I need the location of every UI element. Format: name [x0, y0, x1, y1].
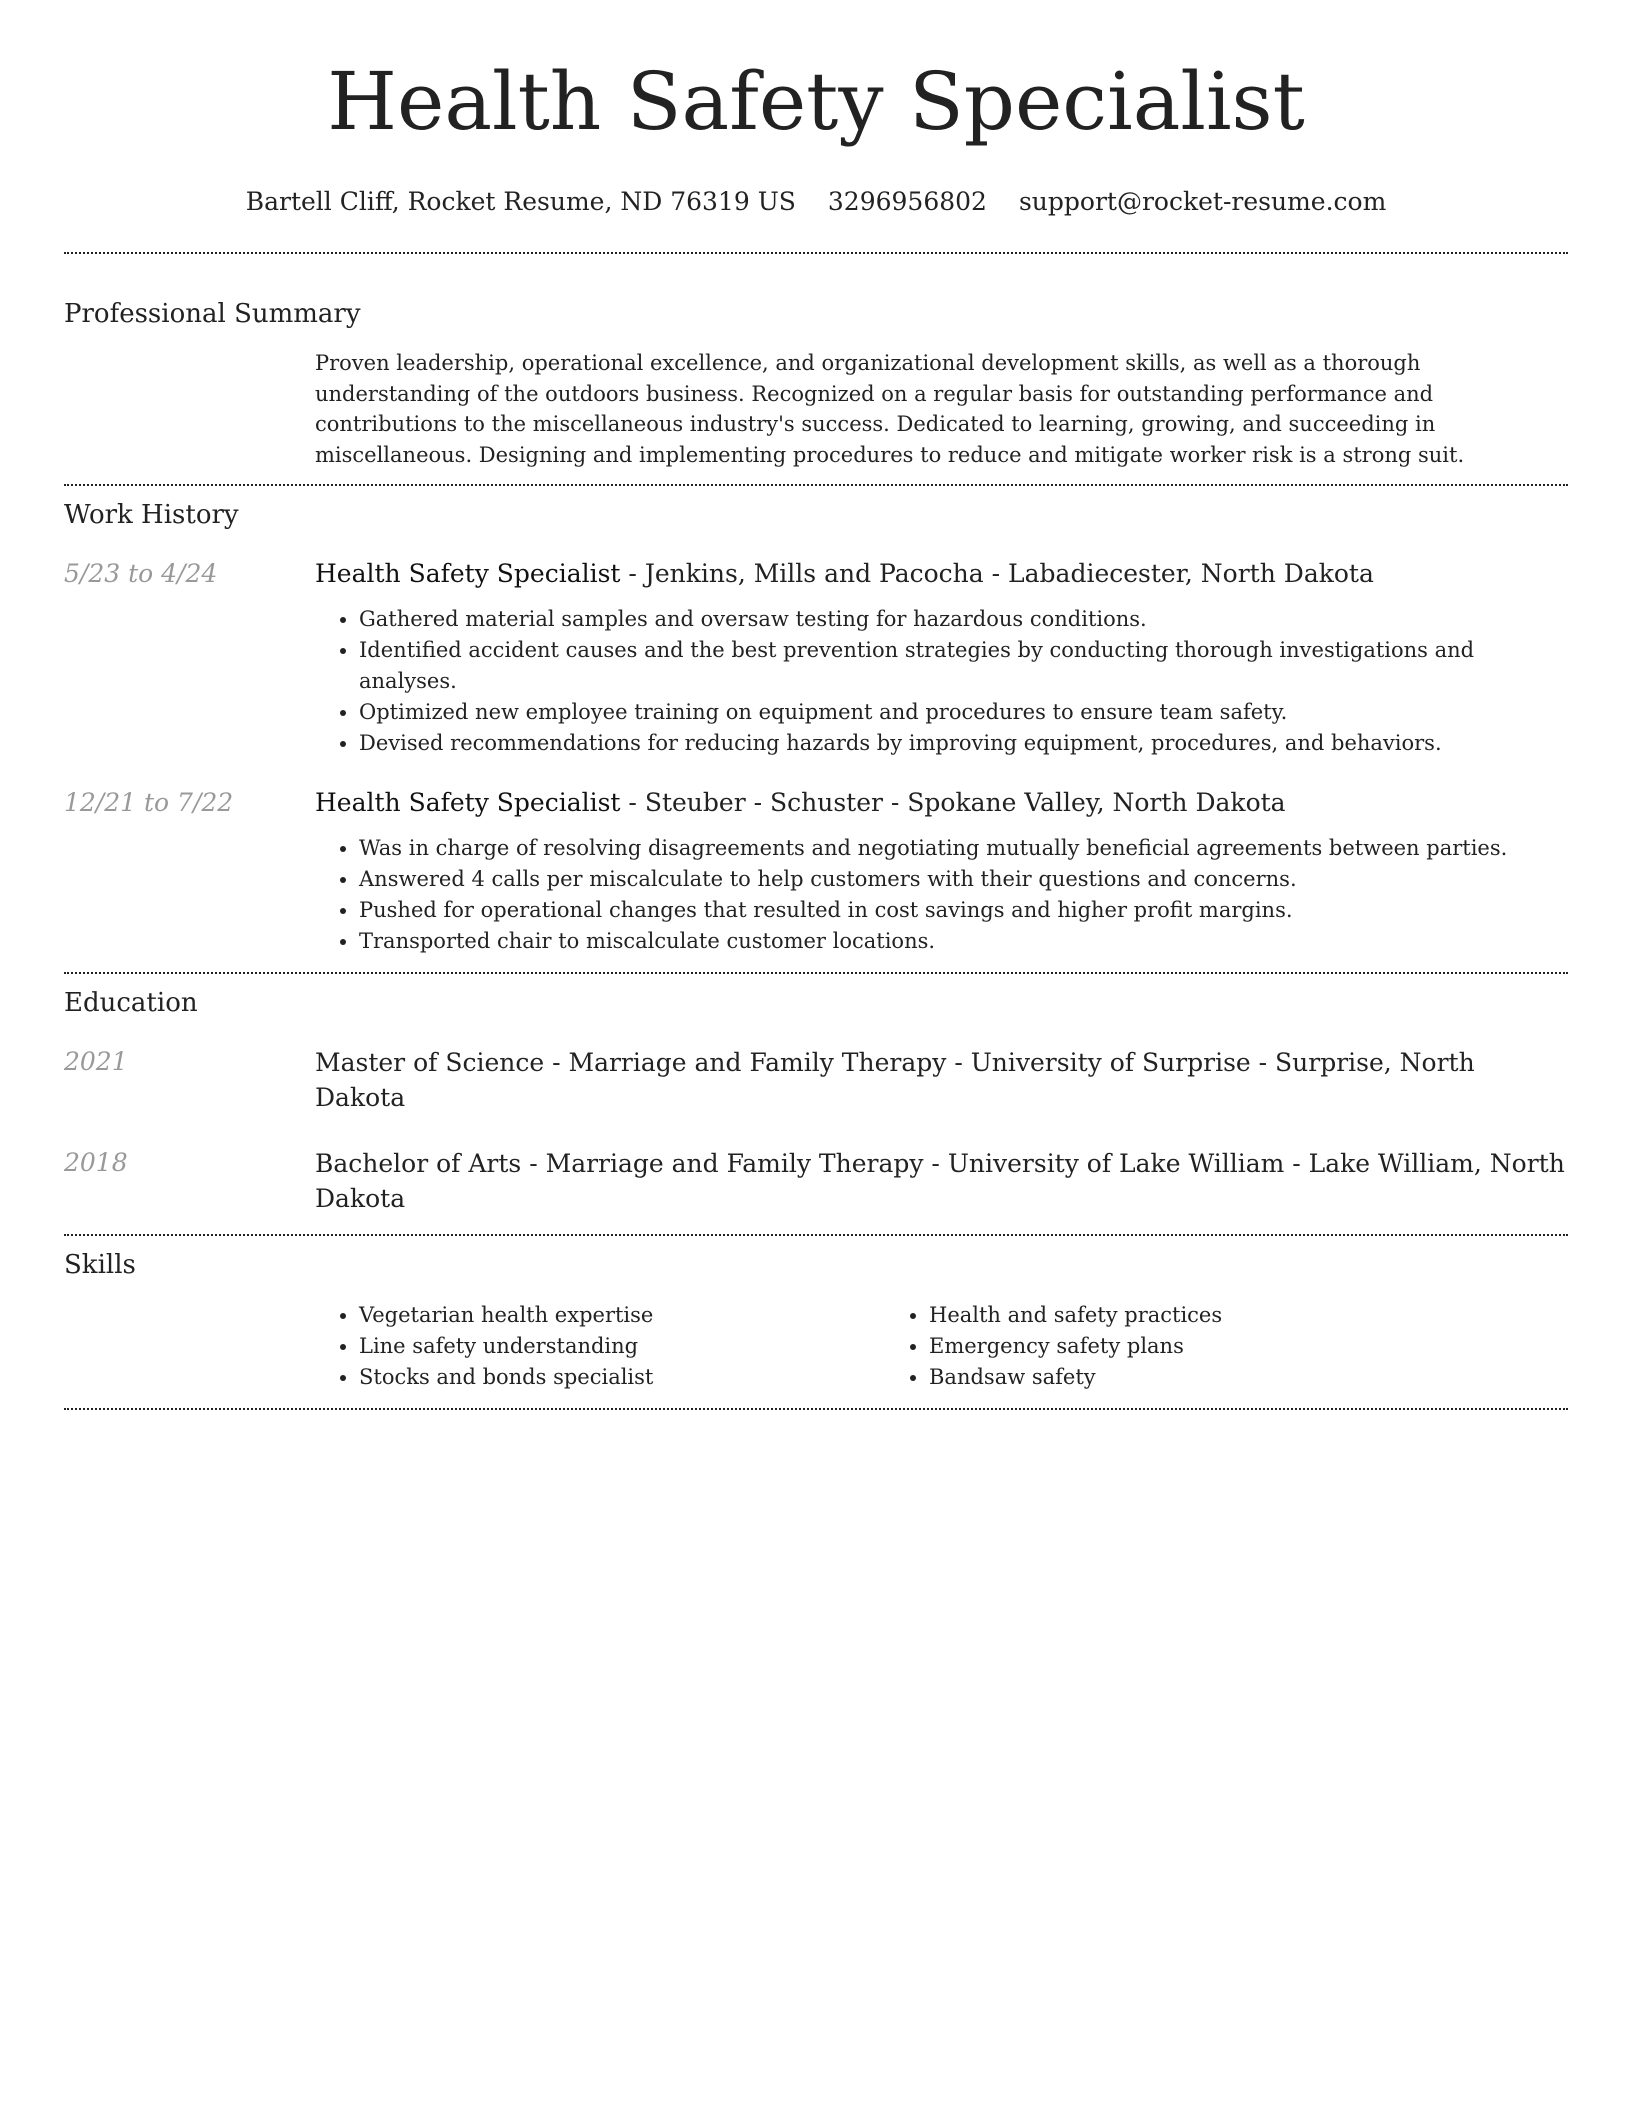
- list-item: • Transported chair to miscalculate customer locations.: [359, 926, 1568, 957]
- job-title: [315, 786, 1568, 820]
- education-entry: [64, 1146, 1568, 1216]
- education-heading: Education: [64, 988, 198, 1018]
- list-item: • Devised recommendations for reducing hazards by improving equipment, procedures, and behaviors.: [359, 728, 1568, 759]
- contact-email: support@rocket-resume.com: [1018, 187, 1387, 216]
- resume-header: [64, 0, 1568, 218]
- education-section: [64, 974, 1568, 1216]
- skills-heading: Skills: [64, 1250, 136, 1280]
- list-item: • Vegetarian health expertise: [359, 1300, 885, 1331]
- list-item: • Was in charge of resolving disagreements and negotiating mutually beneficial agreements between parties.: [359, 833, 1568, 864]
- divider: [64, 1408, 1568, 1410]
- work-history-heading: Work History: [64, 500, 239, 530]
- education-details: - University of Surprise - Surprise, North Dakota: [315, 1048, 1475, 1112]
- contact-phone: 3296956802: [827, 187, 987, 216]
- list-item: • Health and safety practices: [929, 1300, 1568, 1331]
- resume-title: Health Safety Specialist: [327, 55, 1305, 148]
- list-item: • Emergency safety plans: [929, 1331, 1568, 1362]
- summary-heading: Professional Summary: [64, 299, 361, 329]
- education-details: - University of Lake William - Lake William, North Dakota: [315, 1149, 1565, 1213]
- list-item: • Line safety understanding: [359, 1331, 885, 1362]
- list-item: • Optimized new employee training on equipment and procedures to ensure team safety.: [359, 697, 1568, 728]
- education-title: [315, 1146, 1568, 1216]
- education-year: 2018: [64, 1148, 128, 1177]
- job-entry: [64, 786, 1568, 957]
- job-bullets: [315, 833, 1568, 957]
- work-history-section: [64, 486, 1568, 957]
- list-item: • Gathered material samples and oversaw testing for hazardous conditions.: [359, 604, 1568, 635]
- list-item: • Pushed for operational changes that resulted in cost savings and higher profit margins.: [359, 895, 1568, 926]
- job-details: - Jenkins, Mills and Pacocha - Labadiecester, North Dakota: [620, 559, 1374, 588]
- job-title: [315, 557, 1568, 591]
- contact-address: Bartell Cliff, Rocket Resume, ND 76319 US: [245, 187, 796, 216]
- job-details: - Steuber - Schuster - Spokane Valley, North Dakota: [620, 788, 1286, 817]
- skills-section: [64, 1236, 1568, 1393]
- list-item: • Bandsaw safety: [929, 1362, 1568, 1393]
- job-bullets: [315, 604, 1568, 759]
- education-year: 2021: [64, 1047, 128, 1076]
- job-role: Health Safety Specialist: [315, 788, 621, 817]
- job-role: Health Safety Specialist: [315, 559, 621, 588]
- job-entry: [64, 557, 1568, 759]
- education-degree: Bachelor of Arts - Marriage and Family Therapy: [315, 1149, 924, 1178]
- job-dates: 5/23 to 4/24: [64, 559, 218, 588]
- summary-text: Proven leadership, operational excellence, and organizational development skills, as well as a thorough understanding of the outdoors business. Recognized on a regular basis for outstanding performance and contributions to the miscellaneous industry's success. Dedicated to learning, growing, and succeeding in miscellaneous. Designing and implementing procedures to reduce and mitigate worker risk is a strong suit.: [315, 351, 1465, 467]
- skills-list-right: [885, 1300, 1568, 1393]
- education-title: [315, 1045, 1568, 1115]
- summary-section: [64, 254, 1568, 470]
- list-item: • Answered 4 calls per miscalculate to help customers with their questions and concerns.: [359, 864, 1568, 895]
- education-degree: Master of Science - Marriage and Family Therapy: [315, 1048, 947, 1077]
- skills-list-left: [315, 1300, 885, 1393]
- list-item: • Stocks and bonds specialist: [359, 1362, 885, 1393]
- job-dates: 12/21 to 7/22: [64, 788, 234, 817]
- contact-line: [64, 186, 1568, 218]
- education-entry: [64, 1045, 1568, 1115]
- list-item: • Identified accident causes and the best prevention strategies by conducting thorough investigations and analyses.: [359, 635, 1568, 697]
